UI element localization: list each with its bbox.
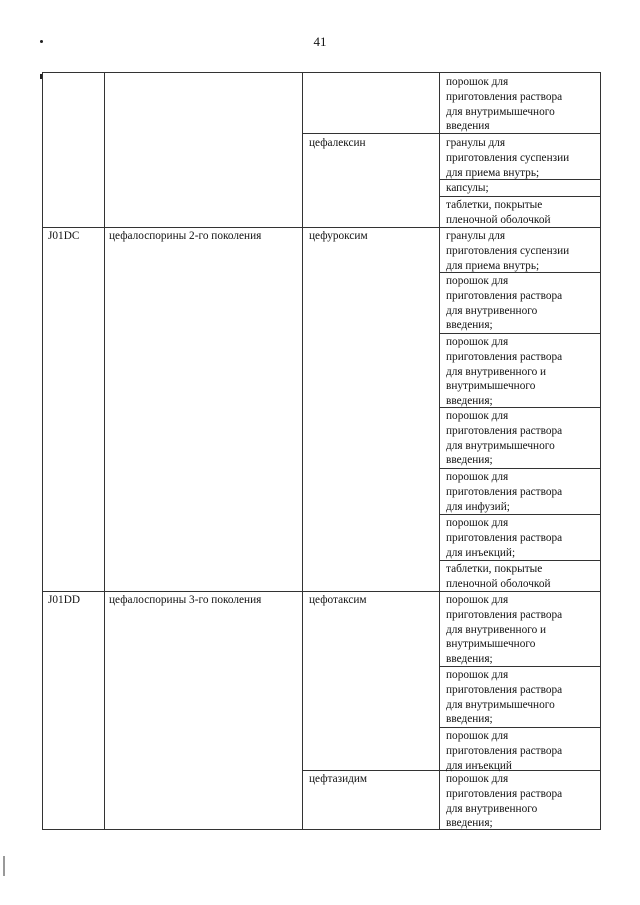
drug-name-cell: цефалексин [309, 137, 366, 149]
dosage-form-cell: порошок для приготовления раствора для внутримышечного введения; [446, 669, 563, 726]
scan-mark-dot [40, 40, 43, 43]
dosage-form-cell: порошок для приготовления раствора для внутривенного введения; [446, 275, 563, 332]
dosage-form-cell: гранулы для приготовления суспензии для приема внутрь; [446, 230, 570, 272]
page-number: 41 [313, 34, 327, 49]
drug-name-cell: цефотаксим [309, 594, 367, 606]
group-name-cell: цефалоспорины 3-го поколения [109, 594, 262, 606]
dosage-form-cell: порошок для приготовления раствора для внутримышечного введения; [446, 410, 563, 467]
dosage-form-cell: порошок для приготовления раствора для внутривенного введения; [446, 773, 563, 830]
dosage-form-cell: порошок для приготовления раствора для внутримышечного введения [446, 76, 563, 133]
dosage-form-cell: порошок для приготовления раствора для внутривенного и внутримышечного введения; [446, 336, 563, 408]
group-name-cell: цефалоспорины 2-го поколения [109, 230, 262, 242]
atc-code-cell: J01DC [48, 230, 80, 242]
drug-name-cell: цефтазидим [309, 773, 368, 785]
dosage-form-cell: таблетки, покрытые пленочной оболочкой [446, 199, 551, 226]
dosage-form-cell: гранулы для приготовления суспензии для приема внутрь; [446, 137, 570, 179]
atc-code-cell: J01DD [48, 594, 81, 606]
dosage-form-cell: порошок для приготовления раствора для инъекций [446, 730, 563, 772]
dosage-form-cell: порошок для приготовления раствора для инфузий; [446, 471, 563, 513]
scan-mark-margin [3, 856, 5, 876]
column-divider [104, 73, 105, 829]
drug-classification-table [42, 72, 601, 830]
dosage-form-cell: порошок для приготовления раствора для внутривенного и внутримышечного введения; [446, 594, 563, 666]
dosage-form-cell: таблетки, покрытые пленочной оболочкой [446, 563, 551, 590]
form-divider [439, 196, 600, 197]
column-divider [302, 73, 303, 829]
column-divider [439, 73, 440, 829]
dosage-form-cell: капсулы; [446, 182, 489, 194]
drug-name-cell: цефуроксим [309, 230, 368, 242]
dosage-form-cell: порошок для приготовления раствора для инъекций; [446, 517, 563, 559]
